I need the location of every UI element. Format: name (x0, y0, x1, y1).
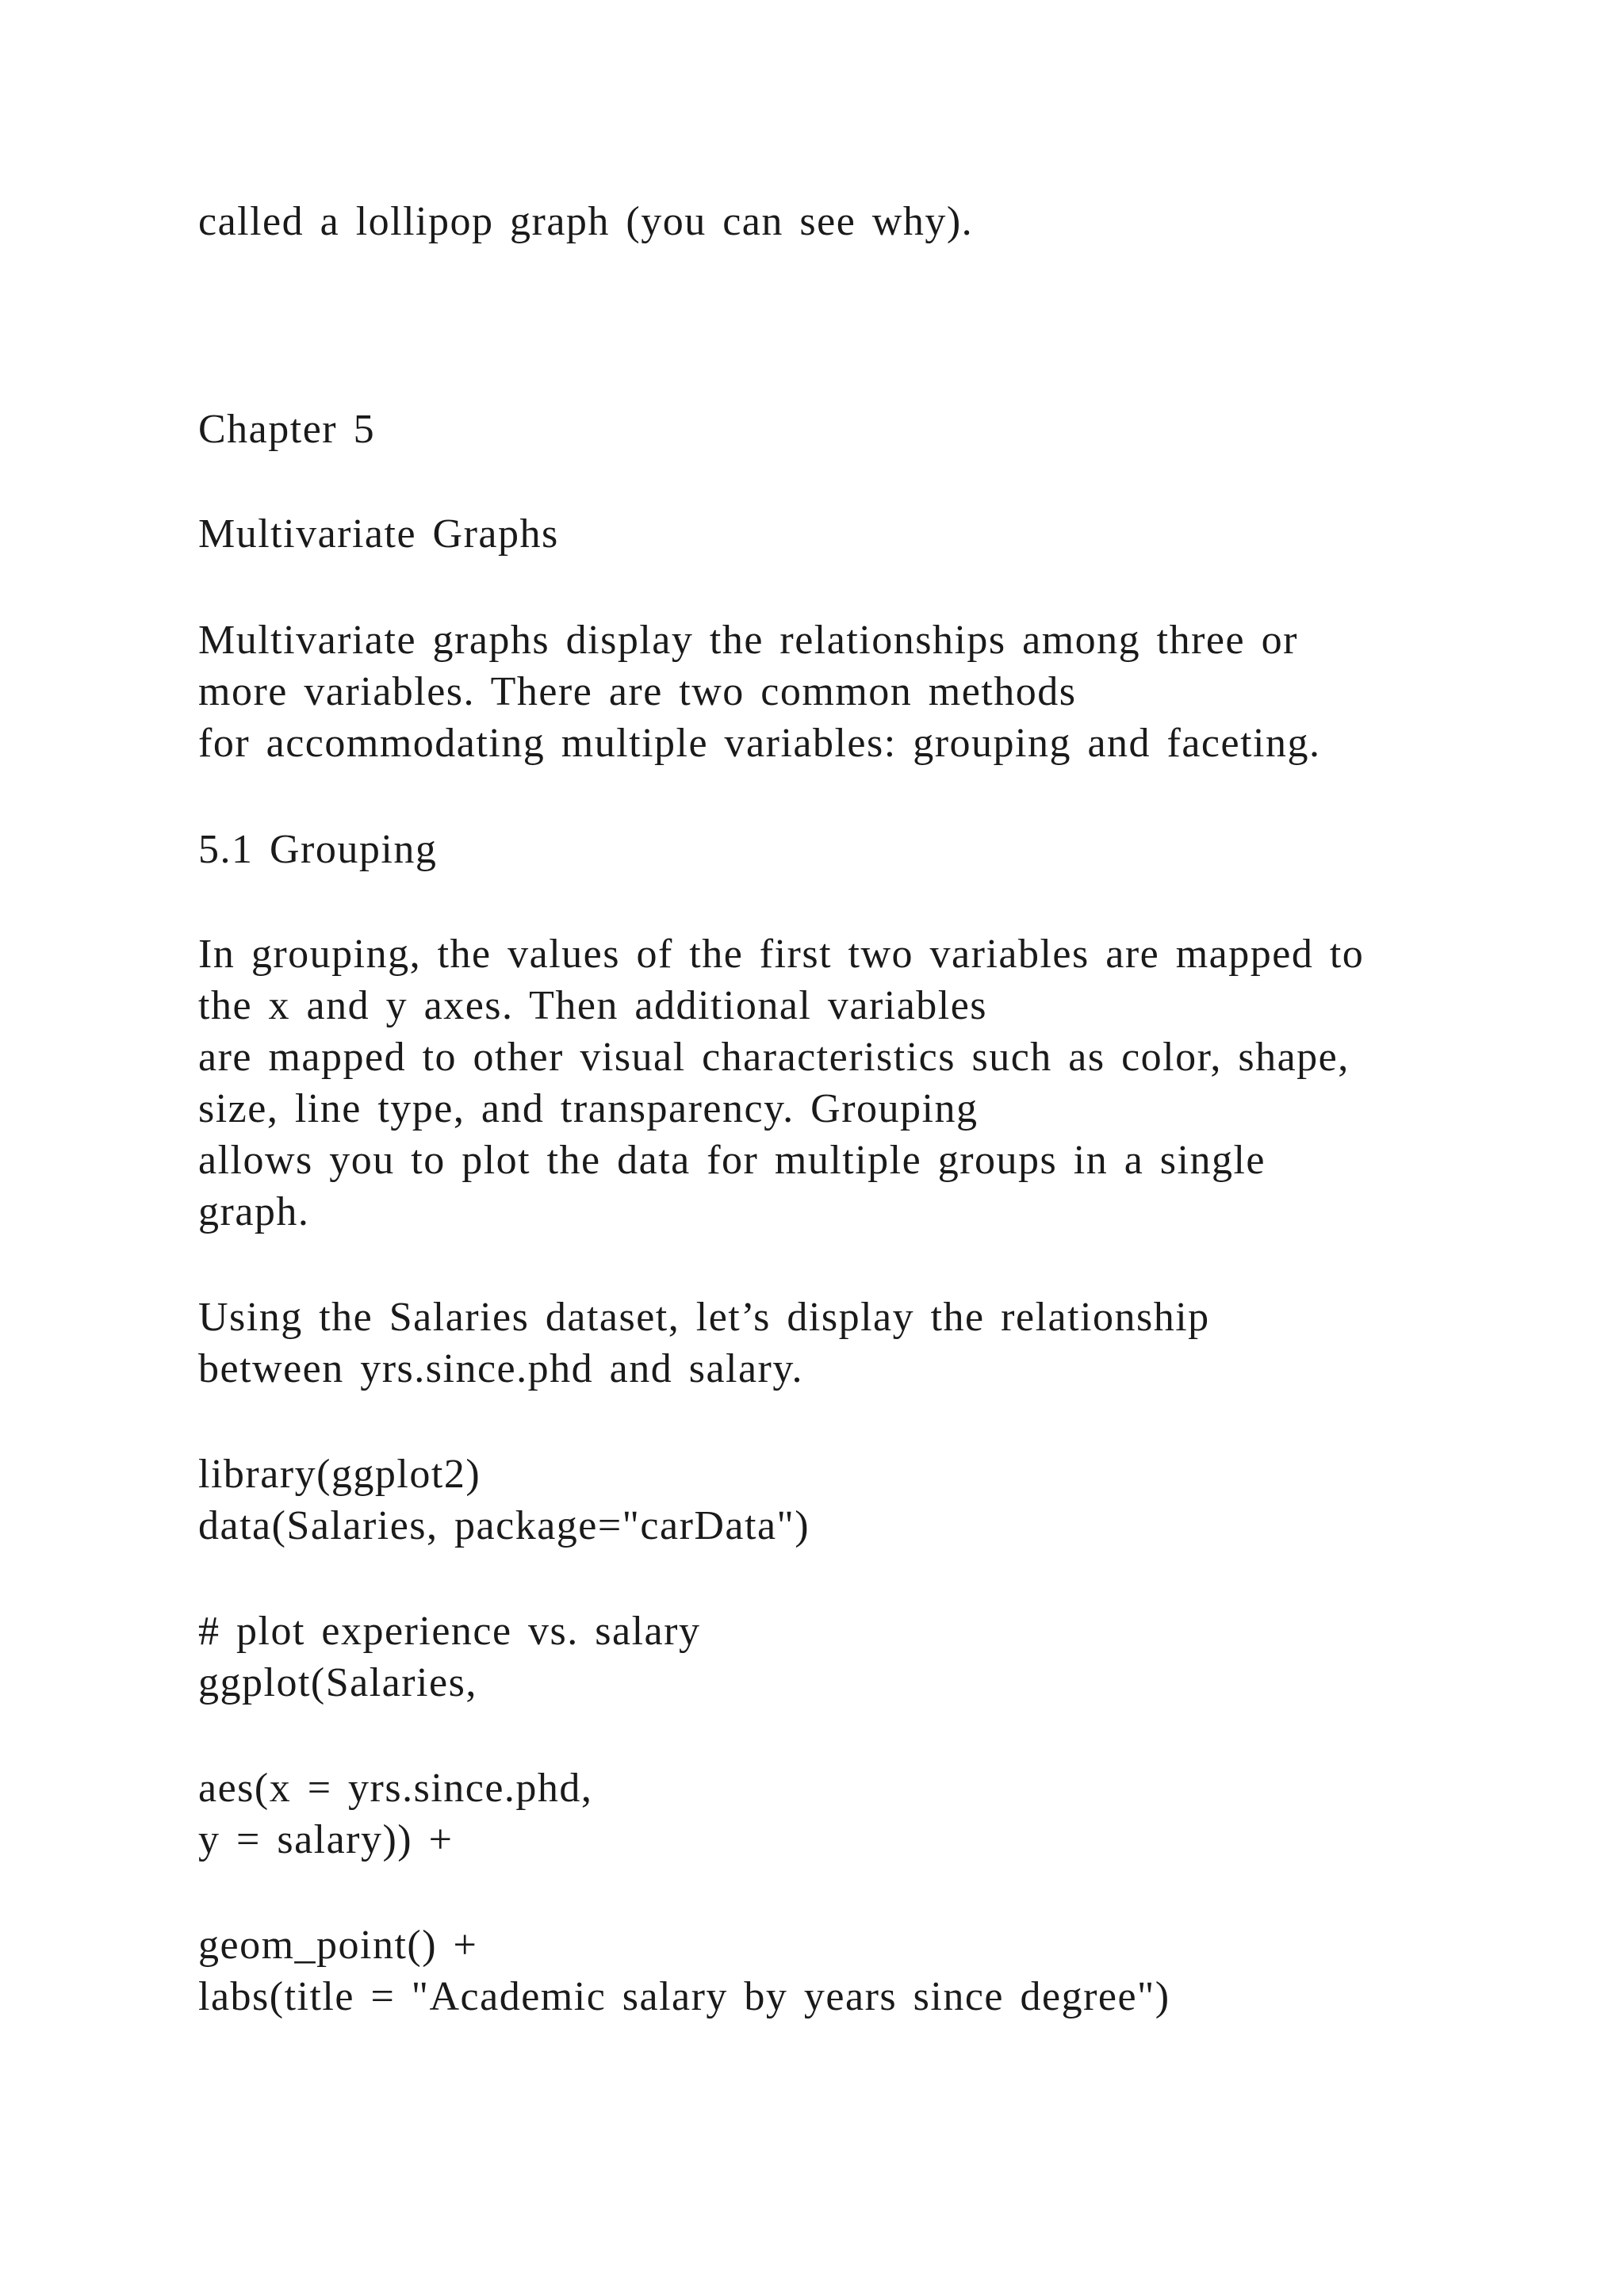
chapter-label: Chapter 5 (198, 407, 376, 452)
code-line: labs(title = "Academic salary by years since degree") (198, 1974, 1170, 2019)
code-line: library(ggplot2) (198, 1452, 481, 1497)
code-line: ggplot(Salaries, (198, 1660, 477, 1705)
code-line: data(Salaries, package="carData") (198, 1503, 810, 1548)
code-line: y = salary)) + (198, 1817, 454, 1862)
code-comment-line: # plot experience vs. salary (198, 1609, 701, 1654)
overview-line: more variables. There are two common methods (198, 669, 1077, 714)
paragraph-line: allows you to plot the data for multiple groups in a single (198, 1138, 1266, 1183)
paragraph-line: In grouping, the values of the first two variables are mapped to (198, 932, 1365, 977)
intro-line: called a lollipop graph (you can see why). (198, 199, 974, 244)
chapter-title: Multivariate Graphs (198, 511, 559, 557)
paragraph-line: between yrs.since.phd and salary. (198, 1346, 803, 1391)
paragraph-line: Using the Salaries dataset, let’s display the relationship (198, 1295, 1210, 1340)
overview-line: for accommodating multiple variables: grouping and faceting. (198, 721, 1321, 766)
paragraph-line: are mapped to other visual characteristics such as color, shape, (198, 1035, 1350, 1080)
code-line: geom_point() + (198, 1923, 478, 1968)
section-heading: 5.1 Grouping (198, 827, 438, 872)
paragraph-line: size, line type, and transparency. Grouping (198, 1086, 979, 1131)
code-line: aes(x = yrs.since.phd, (198, 1766, 593, 1811)
overview-line: Multivariate graphs display the relationships among three or (198, 618, 1298, 663)
paragraph-line: the x and y axes. Then additional variables (198, 983, 988, 1028)
paragraph-line: graph. (198, 1189, 310, 1234)
